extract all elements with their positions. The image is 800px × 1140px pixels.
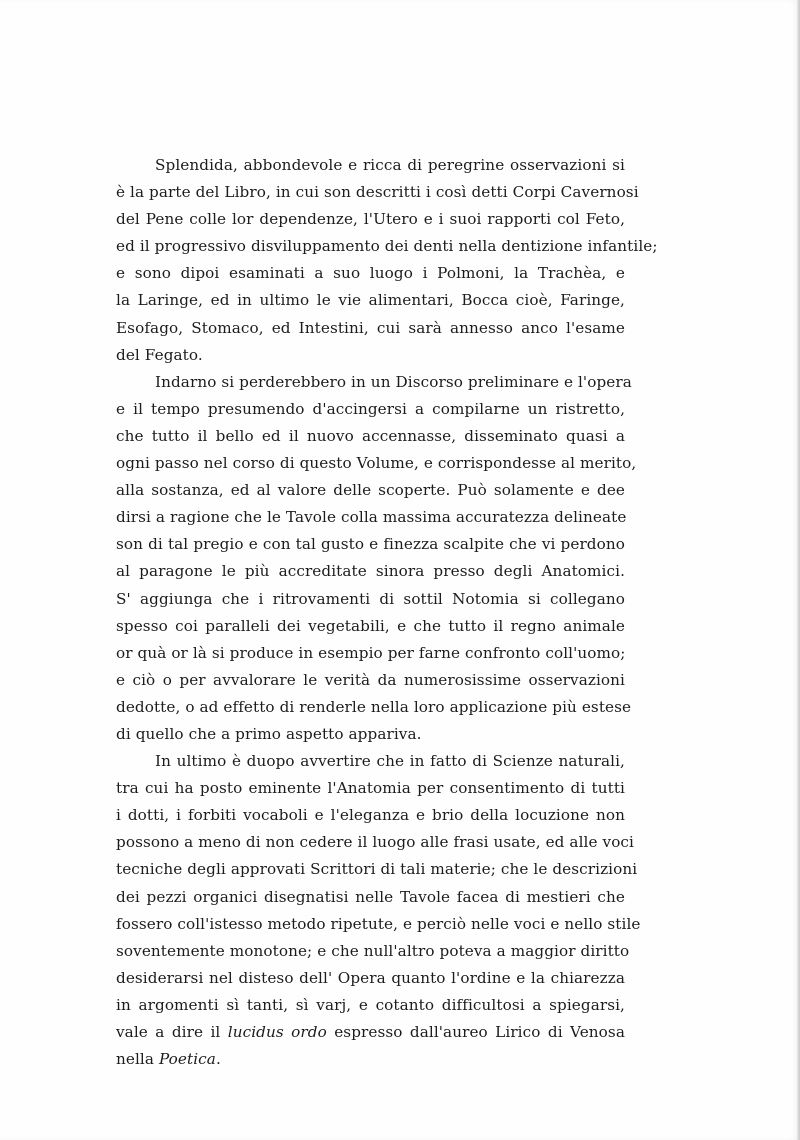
text-line: S' aggiunga che i ritrovamenti di sottil Notomia si collegano [116, 589, 625, 608]
text-line: Splendida, abbondevole e ricca di peregrine osservazioni si [155, 156, 625, 174]
text-line: ed il progressivo disviluppamento dei denti nella dentizione infantile; [116, 237, 658, 256]
text-line: spesso coi paralleli dei vegetabili, e che tutto il regno animale [116, 616, 625, 635]
text-line: Indarno si perderebbero in un Discorso preliminare e l'opera [155, 372, 632, 391]
text-line: Esofago, Stomaco, ed Intestini, cui sarà annesso anco l'esame [116, 318, 625, 337]
text-line: la Laringe, ed in ultimo le vie alimentari, Bocca cioè, Faringe, [116, 291, 625, 310]
text-line: dedotte, o ad effetto di renderle nella loro applicazione più estese [116, 697, 632, 716]
paragraph-3 [116, 748, 641, 1073]
text-line: è la parte del Libro, in cui son descritti i così detti Corpi Cavernosi [116, 183, 639, 202]
text-line: di quello che a primo aspetto appariva. [116, 724, 422, 743]
text-line: alla sostanza, ed al valore delle scoperte. Può solamente e dee [116, 481, 625, 500]
text-line: In ultimo è duopo avvertire che in fatto di Scienze naturali, [155, 752, 625, 771]
text-line: e ciò o per avvalorare le verità da numerosissime osservazioni [116, 670, 625, 689]
text-line: ogni passo nel corso di questo Volume, e corrispondesse al merito, [116, 454, 637, 473]
text-line: del Pene colle lor dependenze, l'Utero e i suoi rapporti col Feto, [116, 210, 625, 229]
text-line: al paragone le più accreditate sinora presso degli Anatomici. [116, 562, 625, 581]
text-line: possono a meno di non cedere il luogo alle frasi usate, ed alle voci [116, 833, 634, 852]
text-line: dirsi a ragione che le Tavole colla massima accuratezza delineate [116, 508, 627, 527]
text-fragment: nella [116, 1050, 159, 1069]
text-line: desiderarsi nel disteso dell' Opera quanto l'ordine e la chiarezza [116, 968, 625, 987]
paragraph-1 [116, 152, 658, 369]
text-line: i dotti, i forbiti vocaboli e l'eleganza e brio della locuzione non [116, 806, 625, 825]
text-fragment: vale a dire il [116, 1023, 228, 1041]
text-line: soventemente monotone; e che null'altro poteva a maggior diritto [116, 941, 630, 960]
text-line: e il tempo presumendo d'accingersi a compilarne un ristretto, [116, 399, 625, 418]
text-fragment: . [215, 1050, 221, 1069]
text-line: tecniche degli approvati Scrittori di tali materie; che le descrizioni [116, 860, 638, 879]
paragraph-2 [116, 369, 637, 748]
text-line: del Fegato. [116, 345, 203, 364]
text-line: or quà or là si produce in esempio per farne confronto coll'uomo; [116, 643, 626, 662]
text-line [116, 1046, 625, 1073]
text-line: son di tal pregio e con tal gusto e finezza scalpite che vi perdono [116, 535, 625, 554]
text-line: in argomenti sì tanti, sì varj, e cotanto difficultosi a spiegarsi, [116, 995, 625, 1014]
text-line: dei pezzi organici disegnatisi nelle Tavole facea di mestieri che [116, 887, 625, 906]
body-text [116, 152, 658, 1073]
text-line: e sono dipoi esaminati a suo luogo i Polmoni, la Trachèa, e [116, 264, 625, 283]
text-line: che tutto il bello ed il nuovo accennasse, disseminato quasi a [116, 426, 625, 445]
text-line: fossero coll'istesso metodo ripetute, e perciò nelle voci e nello stile [116, 914, 641, 933]
italic-phrase: lucidus ordo [227, 1023, 327, 1041]
text-line [116, 1019, 625, 1046]
text-fragment: espresso dall'aureo Lirico di Venosa [326, 1023, 625, 1041]
text-line: tra cui ha posto eminente l'Anatomia per consentimento di tutti [116, 779, 625, 798]
italic-phrase: Poetica [158, 1050, 216, 1069]
